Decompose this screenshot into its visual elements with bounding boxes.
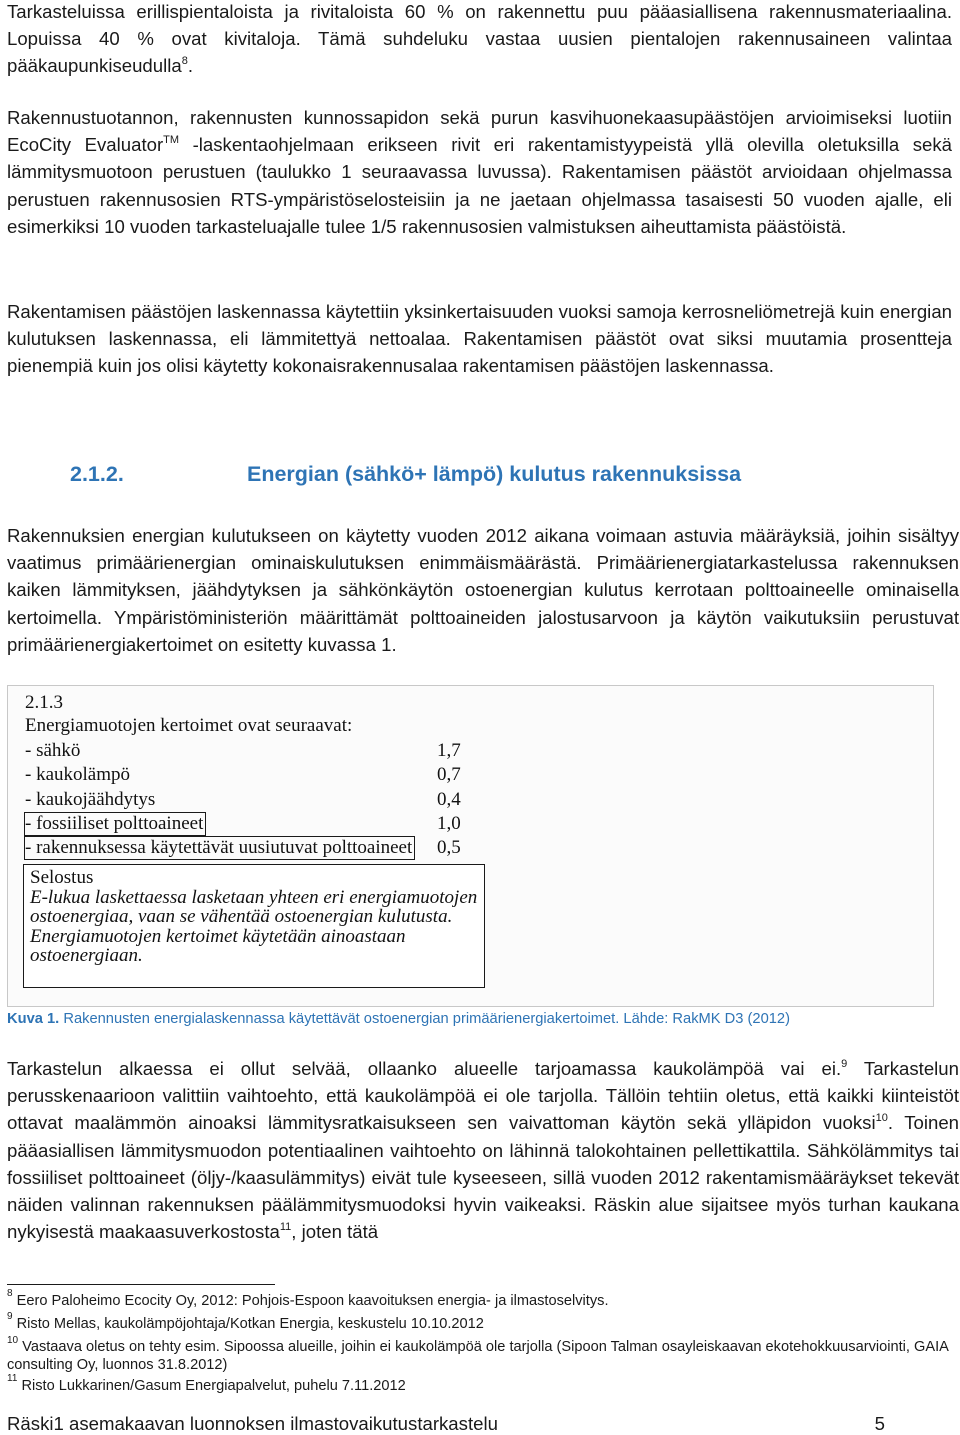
coefficient-value: 0,7 [437, 764, 461, 786]
paragraph-floor-area: Rakentamisen päästöjen laskennassa käytettiin yksinkertaisuuden vuoksi samoja kerrosneliömetrejä kuin energian kulutuksen laskennassa, eli lämmitettyä nettoalaa. Rakentamisen päästöt ovat siksi muutamia prosentteja pienempiä kuin jos olisi käytetty kokonaisrakennusalaa rakentamisen päästöjen laskennassa. [7, 301, 952, 377]
footnote [7, 1372, 952, 1395]
trademark-mark: TM [163, 134, 180, 147]
footnote [7, 1311, 952, 1333]
paragraph-district-heating [7, 1055, 959, 1245]
coefficient-value: 1,0 [437, 812, 461, 834]
footnote-ref[interactable]: 8 [181, 55, 188, 68]
page-number: 5 [874, 1413, 885, 1434]
figure-note-box [23, 864, 485, 988]
paragraph-ecocity [7, 104, 952, 240]
footnote-text: Vastaava oletus on tehty esim. Sipoossa alueille, joihin ei kaukolämpöä ole tarjolla (Sipoon Talman osayleiskaavan ekotehokkuusarviointi, GAIA consulting Oy, luonnos 31.8.2012) [7, 1339, 949, 1373]
figure-caption [7, 1011, 790, 1027]
coefficient-row [21, 813, 486, 837]
caption-label: Kuva 1. [7, 1011, 60, 1027]
footnote-separator [7, 1284, 275, 1285]
caption-text: Rakennusten energialaskennassa käytettävät ostoenergian primäärienergiakertoimet. Lähde: RakMK D3 (2012) [59, 1011, 790, 1027]
paragraph-text: . [187, 55, 194, 77]
footnote-number: 8 [7, 1288, 13, 1300]
footer-title: Räski1 asemakaavan luonnoksen ilmastovaikutustarkastelu [7, 1413, 498, 1434]
footnote-number: 10 [7, 1334, 19, 1346]
paragraph-text: Tarkastelun alkaessa ei ollut selvää, ollaanko alueelle tarjoamassa kaukolämpöä vai ei. [7, 1058, 842, 1079]
coefficient-label: - kaukojäähdytys [25, 788, 156, 810]
coefficient-list [21, 740, 486, 861]
section-heading [70, 462, 741, 487]
coefficient-label: - fossiiliset polttoaineet [25, 812, 204, 834]
footnote-number: 9 [7, 1311, 13, 1323]
footnote [7, 1288, 952, 1310]
coefficient-row [21, 764, 486, 788]
section-number: 2.1.2. [70, 462, 124, 486]
section-title: Energian (sähkö+ lämpö) kulutus rakennuksissa [247, 462, 742, 486]
coefficient-value: 1,7 [437, 740, 461, 761]
footnote-ref[interactable]: 10 [875, 1112, 888, 1125]
coefficient-label: - rakennuksessa käytettävät uusiutuvat polttoaineet [25, 837, 413, 859]
note-body: E-lukua laskettaessa lasketaan yhteen eri energiamuotojen ostoenergiaa, vaan se vähentää ostoenergian kulutusta. Energiamuotojen kertoimet käytetään ainoastaan ostoenergiaan. [30, 886, 478, 967]
figure-section-number: 2.1.3 [25, 692, 63, 713]
paragraph-text: -laskentaohjelmaan erikseen rivit eri rakentamistyypeistä yllä olevilla oletuksilla sekä lämmitysmuotoon perustuen (taulukko 1 seuraavassa luvussa). Rakentamisen päästöt arvioidaan ohjelmassa perustuen rakennusosien RTS-ympäristöselosteisiin ja ne jaetaan ohjelmassa tasaisesti 50 vuoden ajalle, eli esimerkiksi 10 vuoden tarkasteluajalle tulee 1/5 rakennusosien valmistuksen aiheuttamista päästöistä. [7, 134, 952, 237]
coefficient-label: - sähkö [25, 740, 81, 761]
coefficient-row [21, 837, 486, 861]
footnote-text: Risto Lukkarinen/Gasum Energiapalvelut, puhelu 7.11.2012 [17, 1377, 406, 1394]
footnote-ref[interactable]: 9 [841, 1057, 848, 1070]
paragraph-text: . Toinen pääasiallisen lämmitysmuodon potentiaalinen vaihtoehto on lähinnä talokohtainen pellettikattila. Sähkölämmitys tai fossiiliset polttoaineet (öljy-/kaasulämmitys) eivät tule kyseeseen, sillä vuoden 2012 rakentamismääräykset tekevät näiden valinnan rakennuksen päälämmitysmuodoksi hyvin vaikeaksi. Räskin alue sijaitsee myös turhan kaukana nykyisestä maakaasuverkostosta [7, 1112, 959, 1243]
footnote-number: 11 [7, 1372, 18, 1384]
paragraph-text: Tarkastelun perusskenaarioon valittiin vaihtoehto, että kaukolämpöä ei ole tarjolla. Tällöin tehtiin oletus, että kaikki kiinteistöt ottavat maalämmön ainoaksi lämmitysratkaisukseen sen vaivattoman käytön sekä ylläpidon vuoksi [7, 1058, 959, 1134]
paragraph-text: Tarkasteluissa erillispientaloista ja rivitaloista 60 % on rakennettu puu pääasiallisena rakennusmateriaalina. Lopuissa 40 % ovat kivitaloja. Tämä suhdeluku vastaa uusien pientalojen rakennusaineen valintaa pääkaupunkiseudulla [7, 1, 952, 77]
scanned-excerpt [21, 692, 486, 990]
paragraph-wood-share [7, 0, 952, 80]
footnote-text: Eero Paloheimo Ecocity Oy, 2012: Pohjois-Espoon kaavoituksen energia- ja ilmastoselvitys. [12, 1293, 609, 1309]
coefficient-row [21, 789, 486, 813]
figure-energy-coefficients [7, 685, 934, 1007]
footnote-text: Risto Mellas, kaukolämpöjohtaja/Kotkan Energia, keskustelu 10.10.2012 [12, 1316, 484, 1333]
paragraph-text: , joten tätä [291, 1221, 379, 1243]
paragraph-text: Rakennustuotannon, rakennusten kunnossapidon sekä purun kasvihuonekaasupäästöjen arvioimiseksi luotiin EcoCity Evaluator [7, 107, 952, 156]
page-footer [7, 1413, 885, 1435]
figure-title: Energiamuotojen kertoimet ovat seuraavat: [25, 715, 353, 736]
note-heading: Selostus [30, 867, 94, 888]
coefficient-label: - kaukolämpö [25, 764, 131, 786]
coefficient-value: 0,5 [437, 837, 461, 859]
footnote-ref[interactable]: 11 [279, 1221, 292, 1234]
paragraph-energy-regulations: Rakennuksien energian kulutukseen on käytetty vuoden 2012 aikana voimaan astuvia määräyksiä, joihin sisältyy vaatimus primäärienergian ominaiskulutuksen enimmäismäärästä. Primäärienergiatarkastelussa rakennuksen kaiken lämmityksen, jäähdytyksen ja sähkönkäytön ostoenergian kulutus kerrotaan polttoaineelle ominaisella kertoimella. Ympäristöministeriön määrittämät polttoaineiden jalostusarvoon ja käytön vaikutuksiin perustuvat primäärienergiakertoimet on esitetty kuvassa 1. [7, 525, 959, 655]
footnotes [7, 1288, 952, 1401]
coefficient-row [21, 740, 486, 764]
footnote [7, 1334, 952, 1373]
coefficient-value: 0,4 [437, 788, 461, 810]
